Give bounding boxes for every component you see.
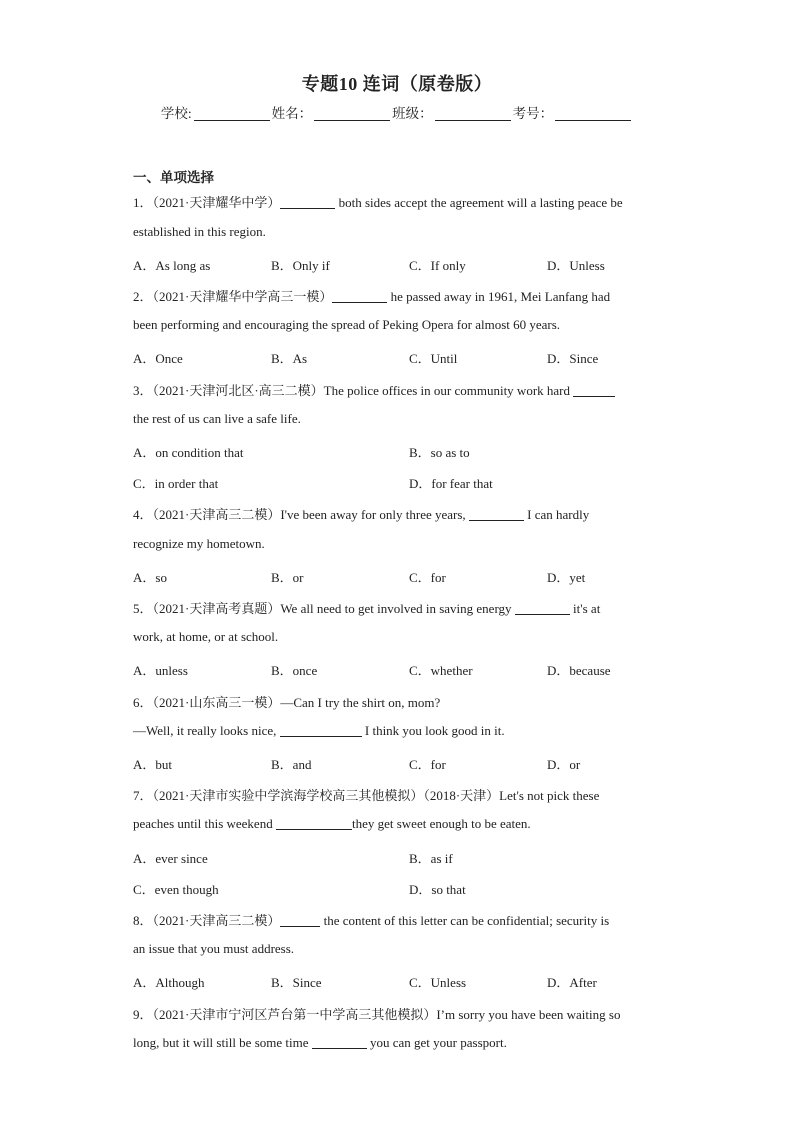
answer-blank (280, 196, 335, 209)
question-7-stem: 7．（2021·天津市实验中学滨海学校高三其他模拟）（2018·天津）Let's not pick these (133, 788, 600, 803)
exam-no-blank[interactable] (555, 106, 631, 121)
q4-option-d[interactable]: D．yet (547, 570, 586, 585)
class-blank[interactable] (435, 106, 511, 121)
answer-blank (573, 384, 615, 397)
question-9-stem-cont: long, but it will still be some time you can get your passport. (133, 1035, 507, 1050)
q1-option-c[interactable]: C．If only (409, 258, 466, 273)
question-8-stem: 8．（2021·天津高三二模） the content of this letter can be confidential; security is (133, 913, 610, 928)
question-1-stem: 1．（2021·天津耀华中学） both sides accept the agreement will a lasting peace be (133, 195, 623, 210)
question-4-stem: 4．（2021·天津高三二模）I've been away for only three years, I can hardly (133, 507, 590, 522)
question-5-stem-cont: work, at home, or at school. (133, 629, 279, 644)
q5-option-b[interactable]: B．once (271, 663, 318, 678)
q5-option-a[interactable]: A．unless (133, 663, 188, 678)
q4-option-b[interactable]: B．or (271, 570, 304, 585)
question-8-stem-cont: an issue that you must address. (133, 941, 295, 956)
q3-option-a[interactable]: A．on condition that (133, 445, 244, 460)
school-blank[interactable] (194, 106, 270, 121)
q1-option-b[interactable]: B．Only if (271, 258, 330, 273)
question-9-stem: 9．（2021·天津市宁河区芦台第一中学高三其他模拟）I’m sorry you have been waiting so (133, 1007, 621, 1022)
q8-option-d[interactable]: D．After (547, 975, 597, 990)
q3-option-d[interactable]: D．for fear that (409, 476, 493, 491)
answer-blank (332, 290, 387, 303)
q7-option-a[interactable]: A．ever since (133, 851, 208, 866)
q7-option-c[interactable]: C．even though (133, 882, 219, 897)
q6-option-d[interactable]: D．or (547, 757, 581, 772)
question-3-stem-cont: the rest of us can live a safe life. (133, 411, 301, 426)
question-1-stem-cont: established in this region. (133, 224, 266, 239)
exam-no-label: 考号： (512, 106, 554, 121)
q3-option-c[interactable]: C．in order that (133, 476, 219, 491)
question-7-stem-cont: peaches until this weekend they get sweet enough to be eaten. (133, 816, 531, 831)
answer-blank (515, 602, 570, 615)
q6-option-b[interactable]: B．and (271, 757, 312, 772)
q8-option-c[interactable]: C．Unless (409, 975, 467, 990)
name-label: 姓名： (271, 106, 313, 121)
q6-option-c[interactable]: C．for (409, 757, 446, 772)
answer-blank (280, 914, 320, 927)
q1-option-a[interactable]: A．As long as (133, 258, 211, 273)
q3-option-b[interactable]: B．so as to (409, 445, 470, 460)
answer-blank (312, 1036, 367, 1049)
answer-blank (276, 817, 352, 830)
student-info-row (0, 102, 794, 122)
answer-blank (469, 508, 524, 521)
question-2-stem-cont: been performing and encouraging the spread of Peking Opera for almost 60 years. (133, 317, 561, 332)
school-label: 学校: (160, 106, 192, 121)
question-2-stem: 2．（2021·天津耀华中学高三一模） he passed away in 1961, Mei Lanfang had (133, 289, 611, 304)
q2-option-c[interactable]: C．Until (409, 351, 458, 366)
answer-blank (280, 724, 362, 737)
question-5-stem: 5．（2021·天津高考真题）We all need to get involved in saving energy it's at (133, 601, 601, 616)
q2-option-b[interactable]: B．As (271, 351, 308, 366)
q5-option-c[interactable]: C．whether (409, 663, 473, 678)
page-title: 专题10 连词（原卷版） (301, 74, 493, 94)
q5-option-d[interactable]: D．because (547, 663, 611, 678)
q6-option-a[interactable]: A．but (133, 757, 173, 772)
question-4-stem-cont: recognize my hometown. (133, 536, 265, 551)
question-3-stem: 3．（2021·天津河北区·高三二模）The police offices in our community work hard (133, 380, 615, 399)
q4-option-c[interactable]: C．for (409, 570, 446, 585)
q8-option-a[interactable]: A．Although (133, 975, 205, 990)
class-label: 班级： (392, 106, 433, 121)
q4-option-a[interactable]: A．so (133, 570, 167, 585)
q2-option-a[interactable]: A．Once (133, 351, 183, 366)
q1-option-d[interactable]: D．Unless (547, 258, 605, 273)
name-blank[interactable] (314, 106, 390, 121)
section-title: 一、单项选择 (133, 170, 214, 185)
q8-option-b[interactable]: B．Since (271, 975, 322, 990)
q2-option-d[interactable]: D．Since (547, 351, 599, 366)
question-6-stem-cont: —Well, it really looks nice, I think you look good in it. (133, 723, 505, 738)
q7-option-b[interactable]: B．as if (409, 851, 453, 866)
question-6-stem: 6．（2021·山东高三一模）—Can I try the shirt on, mom? (133, 695, 441, 710)
q7-option-d[interactable]: D．so that (409, 882, 466, 897)
